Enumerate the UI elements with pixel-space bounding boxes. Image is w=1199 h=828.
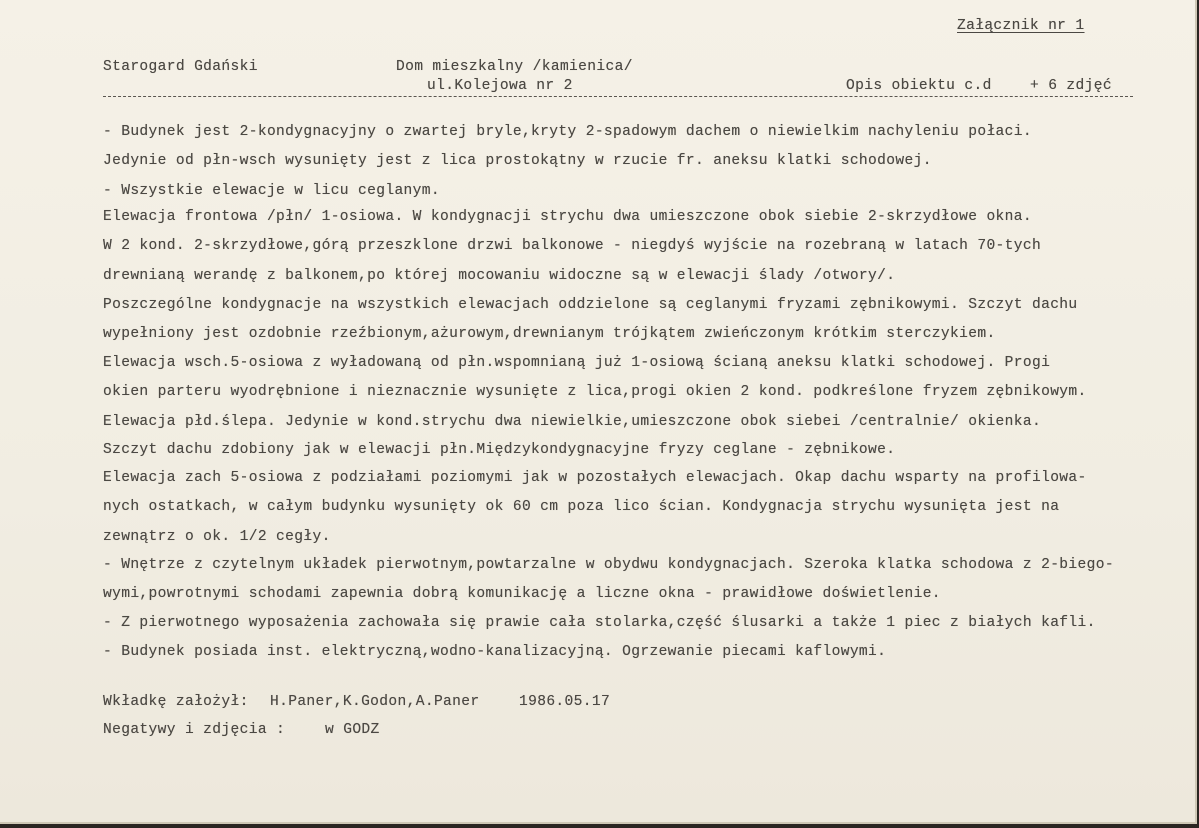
record-date: 1986.05.17	[519, 694, 611, 710]
body-line: Elewacja zach 5-osiowa z podziałami poziomymi jak w pozostałych elewacjach. Okap dachu wsparty na profilowa-	[103, 470, 1087, 486]
description-ref: Opis obiektu c.d	[846, 78, 992, 94]
building-type: Dom mieszkalny /kamienica/	[396, 59, 633, 75]
body-line: Jedynie od płn-wsch wysunięty jest z lica prostokątny w rzucie fr. aneksu klatki schodowej.	[103, 153, 932, 169]
town: Starogard Gdański	[103, 59, 258, 75]
body-line: - Budynek posiada inst. elektryczną,wodno-kanalizacyjną. Ogrzewanie piecami kaflowymi.	[103, 644, 887, 660]
negatives-location: w GODZ	[325, 722, 380, 738]
authors-label: Wkładkę założył:	[103, 694, 249, 710]
body-line: zewnątrz o ok. 1/2 cegły.	[103, 529, 331, 545]
photo-count: + 6 zdjęć	[1030, 78, 1112, 94]
body-line: Elewacja płd.ślepa. Jedynie w kond.strychu dwa niewielkie,umieszczone obok siebei /centralnie/ okienka.	[103, 414, 1042, 430]
body-line: Szczyt dachu zdobiony jak w elewacji płn.Międzykondygnacyjne fryzy ceglane - zębnikowe.	[103, 442, 896, 458]
address: ul.Kolejowa nr 2	[427, 78, 573, 94]
body-line: W 2 kond. 2-skrzydłowe,górą przeszklone drzwi balkonowe - niegdyś wyjście na rozebraną w latach 70-tych	[103, 238, 1042, 254]
body-line: drewnianą werandę z balkonem,po której mocowaniu widoczne są w elewacji ślady /otwory/.	[103, 268, 896, 284]
attachment-label: Załącznik nr 1	[957, 18, 1085, 34]
body-line: nych ostatkach, w całym budynku wysunięty ok 60 cm poza lico ścian. Kondygnacja strychu wysunięta jest na	[103, 499, 1060, 515]
body-line: wymi,powrotnymi schodami zapewnia dobrą komunikację a liczne okna - prawidłowe doświetlenie.	[103, 586, 941, 602]
body-line: - Wszystkie elewacje w licu ceglanym.	[103, 183, 440, 199]
body-line: - Z pierwotnego wyposażenia zachowała się prawie cała stolarka,część ślusarki a także 1 piec z białych kafli.	[103, 615, 1096, 631]
body-line: wypełniony jest ozdobnie rzeźbionym,ażurowym,drewnianym trójkątem zwieńczonym krótkim sterczykiem.	[103, 326, 996, 342]
body-line: - Budynek jest 2-kondygnacyjny o zwartej bryle,kryty 2-spadowym dachem o niewielkim nachyleniu połaci.	[103, 124, 1032, 140]
body-line: Elewacja wsch.5-osiowa z wyładowaną od płn.wspomnianą już 1-osiową ścianą aneksu klatki schodowej. Progi	[103, 355, 1051, 371]
body-line: - Wnętrze z czytelnym układek pierwotnym,powtarzalne w obydwu kondygnacjach. Szeroka klatka schodowa z 2-biego-	[103, 557, 1114, 573]
authors: H.Paner,K.Godon,A.Paner	[270, 694, 480, 710]
negatives-label: Negatywy i zdjęcia :	[103, 722, 286, 738]
header-dashed-rule	[103, 96, 1133, 97]
body-line: Elewacja frontowa /płn/ 1-osiowa. W kondygnacji strychu dwa umieszczone obok siebie 2-skrzydłowe okna.	[103, 209, 1032, 225]
body-line: Poszczególne kondygnacje na wszystkich elewacjach oddzielone są ceglanymi fryzami zębnikowymi. Szczyt dachu	[103, 297, 1078, 313]
body-line: okien parteru wyodrębnione i nieznacznie wysunięte z lica,progi okien 2 kond. podkreślone fryzem zębnikowym.	[103, 384, 1087, 400]
